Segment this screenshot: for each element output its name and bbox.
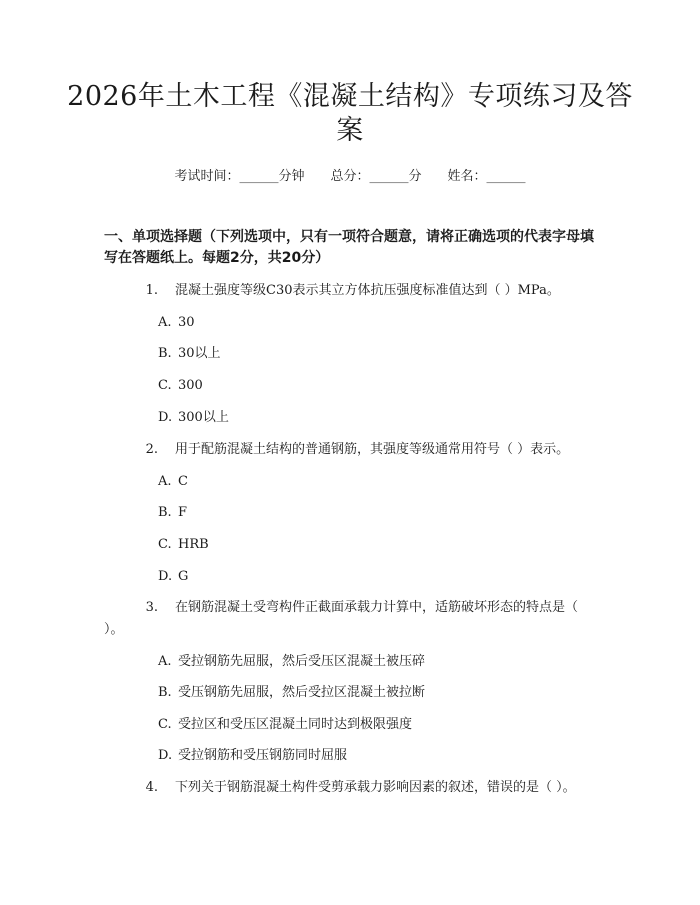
option-2a [158, 472, 188, 492]
question-number: 2. [145, 442, 158, 457]
name-blank: ______ [486, 169, 526, 184]
option-text: 30以上 [178, 346, 221, 361]
option-letter: C. [158, 537, 172, 552]
exam-time-unit: 分钟 [278, 169, 305, 184]
question-stem: 在钢筋混凝土受弯构件正截面承载力计算中，适筋破坏形态的特点是（ ）。 [104, 600, 579, 637]
question-number: 4. [145, 780, 158, 795]
total-score-unit: 分 [408, 169, 422, 184]
option-1c [158, 376, 203, 396]
option-1d [158, 408, 229, 428]
option-letter: B. [158, 505, 172, 520]
option-2c [158, 535, 209, 555]
option-2b [158, 503, 187, 523]
option-text: 受压钢筋先屈服，然后受拉区混凝土被拉断 [178, 685, 426, 700]
option-text: 受拉区和受压区混凝土同时达到极限强度 [178, 717, 413, 732]
option-text: 300以上 [178, 410, 229, 425]
question-stem: 下列关于钢筋混凝土构件受剪承载力影响因素的叙述，错误的是（ ）。 [175, 780, 576, 795]
section-heading: 一、单项选择题（下列选项中，只有一项符合题意，请将正确选项的代表字母填写在答题纸上。每题2分，共20分） [104, 229, 594, 266]
question-stem: 混凝土强度等级C30表示其立方体抗压强度标准值达到（ ）MPa。 [175, 283, 560, 298]
option-letter: C. [158, 378, 172, 393]
option-text: 受拉钢筋和受压钢筋同时屈服 [178, 748, 348, 763]
option-letter: A. [158, 474, 172, 489]
option-3c [158, 715, 412, 735]
option-letter: D. [158, 410, 173, 425]
option-3a [158, 652, 425, 672]
option-text: F [178, 505, 188, 520]
option-2d [158, 567, 188, 587]
option-1b [158, 344, 221, 364]
exam-time-label: 考试时间： [174, 169, 240, 184]
question-4 [104, 777, 600, 799]
option-3d [158, 746, 347, 766]
option-text: G [178, 569, 189, 584]
question-2 [104, 439, 600, 461]
question-1 [104, 280, 600, 302]
option-text: 300 [178, 378, 203, 393]
option-letter: A. [158, 315, 172, 330]
option-text: 受拉钢筋先屈服，然后受压区混凝土被压碎 [178, 654, 426, 669]
question-number: 1. [145, 283, 158, 298]
option-letter: C. [158, 717, 172, 732]
name-label: 姓名： [447, 169, 487, 184]
option-text: 30 [178, 315, 195, 330]
question-stem: 用于配筋混凝土结构的普通钢筋，其强度等级通常用符号（ ）表示。 [175, 442, 570, 457]
option-text: C [178, 474, 188, 489]
exam-time-blank: ______ [239, 169, 279, 184]
option-text: HRB [178, 537, 209, 552]
page-title: 2026年土木工程《混凝土结构》专项练习及答案 [67, 81, 633, 146]
option-3b [158, 683, 425, 703]
question-number: 3. [145, 600, 158, 615]
total-score-label: 总分： [330, 169, 370, 184]
exam-info-line [0, 167, 700, 187]
option-letter: B. [158, 346, 172, 361]
option-letter: B. [158, 685, 172, 700]
option-letter: D. [158, 748, 173, 763]
option-letter: D. [158, 569, 173, 584]
question-3 [104, 597, 600, 641]
total-score-blank: ______ [369, 169, 409, 184]
option-1a [158, 313, 195, 333]
option-letter: A. [158, 654, 172, 669]
